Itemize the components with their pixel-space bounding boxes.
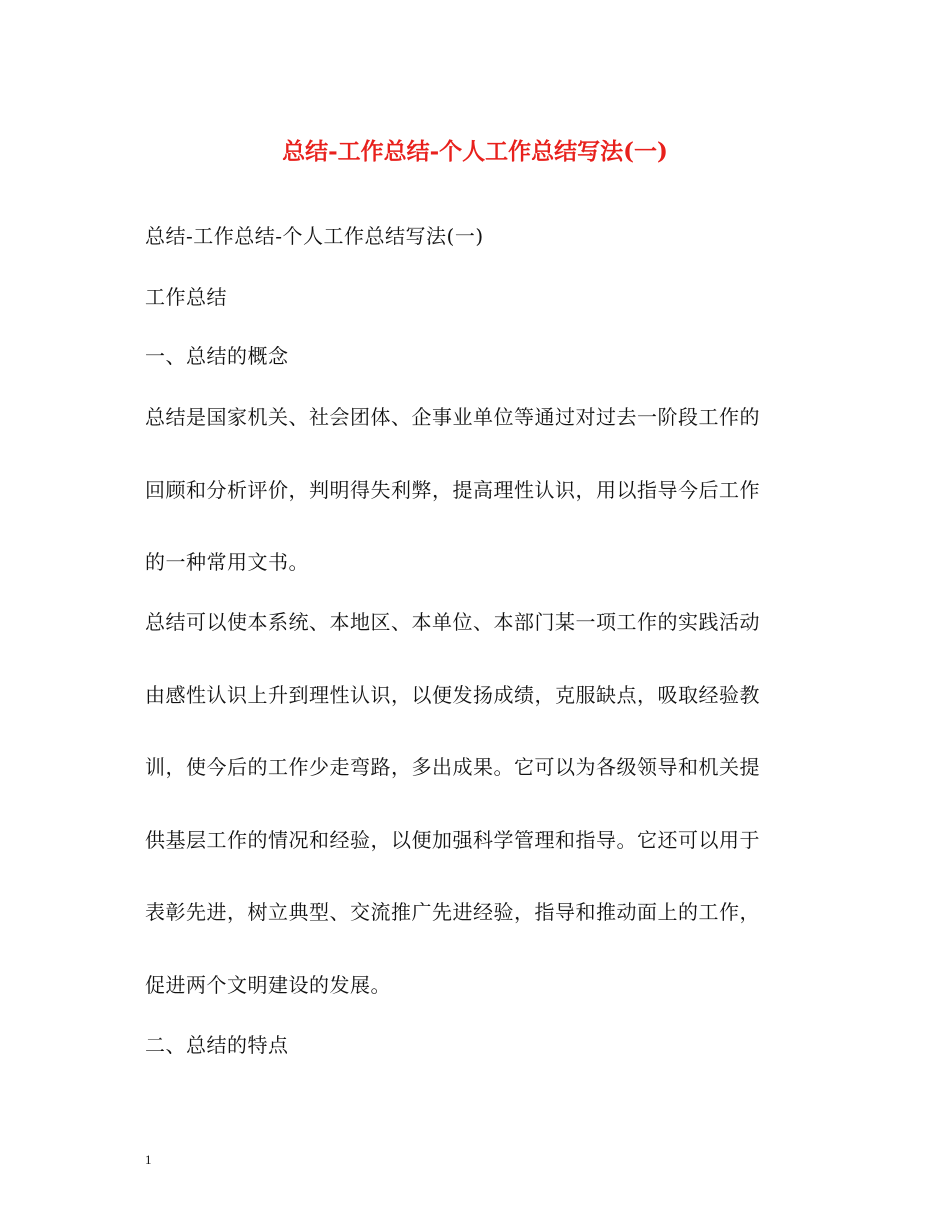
body-line-paragraph-2: 促进两个文明建设的发展。 bbox=[145, 973, 391, 997]
page-number: 1 bbox=[145, 1152, 152, 1167]
body-line-paragraph-2: 表彰先进，树立典型、交流推广先进经验，指导和推动面上的工作， bbox=[145, 900, 760, 924]
body-line-paragraph-2: 由感性认识上升到理性认识，以便发扬成绩，克服缺点，吸取经验教 bbox=[145, 683, 760, 707]
body-line-paragraph-1: 回顾和分析评价，判明得失利弊，提高理性认识，用以指导今后工作 bbox=[145, 478, 760, 502]
body-line-subtitle: 总结-工作总结-个人工作总结写法(一) bbox=[145, 224, 484, 248]
body-line-heading-work-summary: 工作总结 bbox=[145, 285, 227, 309]
body-line-paragraph-1: 的一种常用文书。 bbox=[145, 550, 309, 574]
body-line-paragraph-1: 总结是国家机关、社会团体、企事业单位等通过对过去一阶段工作的 bbox=[145, 405, 760, 429]
body-line-section-1-heading: 一、总结的概念 bbox=[145, 344, 289, 368]
body-line-paragraph-2: 总结可以使本系统、本地区、本单位、本部门某一项工作的实践活动 bbox=[145, 610, 760, 634]
body-line-paragraph-2: 供基层工作的情况和经验，以便加强科学管理和指导。它还可以用于 bbox=[145, 828, 760, 852]
document-title: 总结-工作总结-个人工作总结写法(一) bbox=[282, 138, 668, 165]
body-line-paragraph-2: 训，使今后的工作少走弯路，多出成果。它可以为各级领导和机关提 bbox=[145, 755, 760, 779]
body-line-section-2-heading: 二、总结的特点 bbox=[145, 1033, 289, 1057]
